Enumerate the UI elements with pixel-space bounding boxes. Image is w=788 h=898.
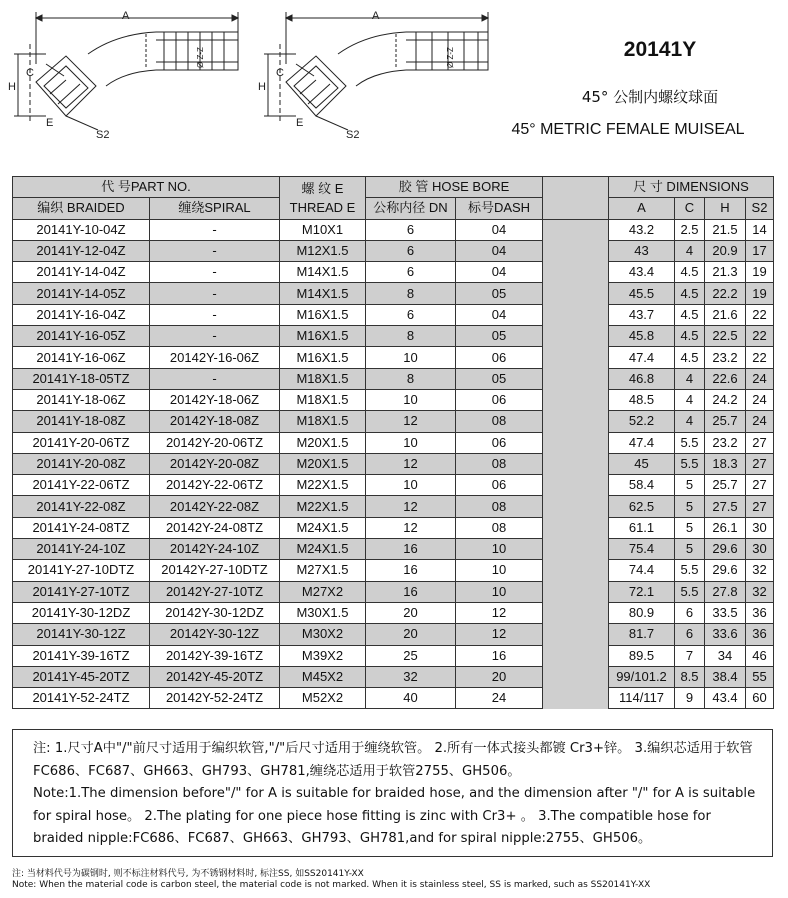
cell-a: 47.4 <box>609 347 675 368</box>
cell-thread: M24X1.5 <box>280 539 366 560</box>
table-row <box>13 688 774 709</box>
cell-a: 114/117 <box>609 688 675 709</box>
cell-thread: M45X2 <box>280 666 366 687</box>
cell-dn: 12 <box>366 496 456 517</box>
cell-dn: 8 <box>366 368 456 389</box>
cell-thread: M20X1.5 <box>280 432 366 453</box>
cell-thread: M16X1.5 <box>280 347 366 368</box>
cell-spiral: - <box>150 368 280 389</box>
cell-dn: 12 <box>366 453 456 474</box>
cell-c: 5.5 <box>675 581 705 602</box>
cell-dash: 16 <box>456 645 543 666</box>
cell-spacer <box>543 539 609 560</box>
cell-dash: 05 <box>456 326 543 347</box>
cell-thread: M10X1 <box>280 219 366 240</box>
cell-a: 43.2 <box>609 219 675 240</box>
cell-braided: 20141Y-18-08Z <box>13 411 150 432</box>
dim-e-label: E <box>46 117 54 129</box>
header-dn: 公称内径 DN <box>366 198 456 219</box>
cell-spiral: 20142Y-27-10TZ <box>150 581 280 602</box>
cell-dn: 16 <box>366 560 456 581</box>
notes-box <box>12 729 773 857</box>
cell-spiral: - <box>150 304 280 325</box>
subtitle-english: 45° METRIC FEMALE MUISEAL <box>511 121 745 138</box>
cell-braided: 20141Y-16-04Z <box>13 304 150 325</box>
dim-a-label: A <box>372 10 380 22</box>
cell-dn: 10 <box>366 475 456 496</box>
cell-spacer <box>543 666 609 687</box>
cell-h: 21.6 <box>705 304 746 325</box>
cell-spacer <box>543 624 609 645</box>
cell-a: 74.4 <box>609 560 675 581</box>
cell-braided: 20141Y-16-06Z <box>13 347 150 368</box>
cell-thread: M24X1.5 <box>280 517 366 538</box>
cell-braided: 20141Y-27-10TZ <box>13 581 150 602</box>
cell-dn: 20 <box>366 624 456 645</box>
cell-spiral: 20142Y-45-20TZ <box>150 666 280 687</box>
cell-s2: 30 <box>746 539 774 560</box>
table-row <box>13 475 774 496</box>
cell-c: 5.5 <box>675 453 705 474</box>
cell-braided: 20141Y-22-08Z <box>13 496 150 517</box>
cell-dn: 16 <box>366 581 456 602</box>
cell-c: 5 <box>675 539 705 560</box>
cell-braided: 20141Y-24-08TZ <box>13 517 150 538</box>
cell-dash: 06 <box>456 389 543 410</box>
cell-spacer <box>543 581 609 602</box>
cell-thread: M14X1.5 <box>280 283 366 304</box>
cell-spiral: 20142Y-16-06Z <box>150 347 280 368</box>
cell-thread: M30X2 <box>280 624 366 645</box>
cell-h: 23.2 <box>705 432 746 453</box>
cell-h: 22.6 <box>705 368 746 389</box>
cell-dn: 12 <box>366 517 456 538</box>
cell-dn: 6 <box>366 219 456 240</box>
cell-dn: 8 <box>366 326 456 347</box>
cell-dash: 08 <box>456 496 543 517</box>
cell-braided: 20141Y-20-06TZ <box>13 432 150 453</box>
cell-spiral: 20142Y-30-12DZ <box>150 602 280 623</box>
table-row <box>13 453 774 474</box>
cell-dn: 16 <box>366 539 456 560</box>
cell-a: 75.4 <box>609 539 675 560</box>
cell-dash: 12 <box>456 624 543 645</box>
cell-dash: 04 <box>456 240 543 261</box>
cell-a: 47.4 <box>609 432 675 453</box>
cell-braided: 20141Y-12-04Z <box>13 240 150 261</box>
cell-braided: 20141Y-14-05Z <box>13 283 150 304</box>
cell-dn: 25 <box>366 645 456 666</box>
cell-s2: 22 <box>746 304 774 325</box>
cell-thread: M16X1.5 <box>280 304 366 325</box>
cell-c: 6 <box>675 624 705 645</box>
cell-spacer <box>543 219 609 240</box>
cell-s2: 46 <box>746 645 774 666</box>
cell-c: 6 <box>675 602 705 623</box>
cell-dn: 12 <box>366 411 456 432</box>
cell-c: 2.5 <box>675 219 705 240</box>
cell-c: 4.5 <box>675 326 705 347</box>
header-thread <box>280 177 366 220</box>
cell-a: 48.5 <box>609 389 675 410</box>
cell-thread: M18X1.5 <box>280 389 366 410</box>
cell-dash: 04 <box>456 304 543 325</box>
cell-dash: 10 <box>456 539 543 560</box>
cell-dn: 6 <box>366 262 456 283</box>
cell-spiral: 20142Y-27-10DTZ <box>150 560 280 581</box>
cell-braided: 20141Y-10-04Z <box>13 219 150 240</box>
cell-dash: 24 <box>456 688 543 709</box>
cell-s2: 60 <box>746 688 774 709</box>
cell-s2: 27 <box>746 475 774 496</box>
cell-spiral: 20142Y-24-10Z <box>150 539 280 560</box>
cell-thread: M22X1.5 <box>280 496 366 517</box>
cell-h: 43.4 <box>705 688 746 709</box>
cell-braided: 20141Y-20-08Z <box>13 453 150 474</box>
cell-dn: 32 <box>366 666 456 687</box>
cell-dash: 08 <box>456 411 543 432</box>
cell-h: 33.6 <box>705 624 746 645</box>
header-thread-en: THREAD E <box>289 199 356 215</box>
cell-spacer <box>543 453 609 474</box>
cell-s2: 32 <box>746 560 774 581</box>
dim-a-label: A <box>122 10 130 22</box>
cell-braided: 20141Y-16-05Z <box>13 326 150 347</box>
cell-dash: 06 <box>456 432 543 453</box>
cell-spiral: 20142Y-39-16TZ <box>150 645 280 666</box>
cell-spiral: - <box>150 240 280 261</box>
cell-s2: 22 <box>746 347 774 368</box>
cell-dash: 08 <box>456 453 543 474</box>
table-row <box>13 240 774 261</box>
cell-dn: 20 <box>366 602 456 623</box>
cell-c: 5 <box>675 475 705 496</box>
cell-a: 89.5 <box>609 645 675 666</box>
cell-dash: 05 <box>456 368 543 389</box>
cell-spacer <box>543 475 609 496</box>
table-row <box>13 645 774 666</box>
cell-h: 29.6 <box>705 560 746 581</box>
table-row <box>13 539 774 560</box>
cell-spiral: 20142Y-30-12Z <box>150 624 280 645</box>
svg-text:S2: S2 <box>346 129 360 141</box>
svg-text:S2: S2 <box>96 129 110 141</box>
table-row <box>13 304 774 325</box>
table-row <box>13 496 774 517</box>
cell-h: 21.3 <box>705 262 746 283</box>
cell-s2: 30 <box>746 517 774 538</box>
cell-s2: 19 <box>746 262 774 283</box>
product-code-title: 20141Y <box>623 38 697 61</box>
header-part-no: 代 号PART NO. <box>13 177 280 198</box>
cell-dn: 6 <box>366 304 456 325</box>
cell-h: 20.9 <box>705 240 746 261</box>
cell-braided: 20141Y-18-05TZ <box>13 368 150 389</box>
cell-dash: 06 <box>456 347 543 368</box>
cell-thread: M30X1.5 <box>280 602 366 623</box>
cell-c: 5 <box>675 496 705 517</box>
header-braided: 编织 BRAIDED <box>13 198 150 219</box>
cell-s2: 24 <box>746 411 774 432</box>
cell-braided: 20141Y-22-06TZ <box>13 475 150 496</box>
cell-c: 4 <box>675 411 705 432</box>
cell-a: 80.9 <box>609 602 675 623</box>
cell-dn: 10 <box>366 347 456 368</box>
cell-spiral: - <box>150 326 280 347</box>
cell-c: 4.5 <box>675 283 705 304</box>
cell-h: 27.8 <box>705 581 746 602</box>
cell-c: 4 <box>675 240 705 261</box>
table-row <box>13 517 774 538</box>
cell-c: 4.5 <box>675 347 705 368</box>
header-thread-cn: 螺 纹 E <box>301 180 344 196</box>
cell-spiral: 20142Y-22-06TZ <box>150 475 280 496</box>
cell-dn: 6 <box>366 240 456 261</box>
cell-s2: 22 <box>746 326 774 347</box>
cell-h: 33.5 <box>705 602 746 623</box>
cell-h: 27.5 <box>705 496 746 517</box>
table-row <box>13 602 774 623</box>
cell-h: 23.2 <box>705 347 746 368</box>
cell-braided: 20141Y-39-16TZ <box>13 645 150 666</box>
cell-h: 25.7 <box>705 411 746 432</box>
cell-h: 26.1 <box>705 517 746 538</box>
footer-note-english: Note: When the material code is carbon steel, the material code is not marked. When it is stainless steel, SS is marked, such as SS20141Y-XX <box>12 880 651 890</box>
cell-spacer <box>543 389 609 410</box>
cell-spacer <box>543 283 609 304</box>
cell-s2: 24 <box>746 389 774 410</box>
cell-thread: M39X2 <box>280 645 366 666</box>
cell-spiral: 20142Y-52-24TZ <box>150 688 280 709</box>
cell-c: 4.5 <box>675 304 705 325</box>
cell-braided: 20141Y-52-24TZ <box>13 688 150 709</box>
cell-spacer <box>543 240 609 261</box>
table-row <box>13 666 774 687</box>
cell-h: 22.5 <box>705 326 746 347</box>
cell-braided: 20141Y-45-20TZ <box>13 666 150 687</box>
cell-spacer <box>543 411 609 432</box>
table-row <box>13 283 774 304</box>
cell-s2: 36 <box>746 602 774 623</box>
cell-dash: 04 <box>456 262 543 283</box>
cell-dash: 12 <box>456 602 543 623</box>
cell-c: 4 <box>675 368 705 389</box>
spec-table-body <box>13 219 774 709</box>
cell-thread: M18X1.5 <box>280 411 366 432</box>
cell-thread: M12X1.5 <box>280 240 366 261</box>
header-spiral: 缠绕SPIRAL <box>150 198 280 219</box>
cell-a: 52.2 <box>609 411 675 432</box>
cell-a: 72.1 <box>609 581 675 602</box>
cell-spacer <box>543 496 609 517</box>
table-row <box>13 624 774 645</box>
cell-thread: M20X1.5 <box>280 453 366 474</box>
cell-spacer <box>543 326 609 347</box>
spec-table <box>12 176 774 709</box>
table-row <box>13 219 774 240</box>
cell-thread: M18X1.5 <box>280 368 366 389</box>
cell-thread: M52X2 <box>280 688 366 709</box>
cell-dash: 05 <box>456 283 543 304</box>
cell-c: 4 <box>675 389 705 410</box>
cell-a: 58.4 <box>609 475 675 496</box>
cell-dn: 10 <box>366 389 456 410</box>
cell-h: 18.3 <box>705 453 746 474</box>
cell-a: 61.1 <box>609 517 675 538</box>
cell-h: 29.6 <box>705 539 746 560</box>
cell-s2: 24 <box>746 368 774 389</box>
cell-a: 43 <box>609 240 675 261</box>
cell-thread: M27X2 <box>280 581 366 602</box>
cell-spiral: 20142Y-24-08TZ <box>150 517 280 538</box>
cell-h: 34 <box>705 645 746 666</box>
cell-spacer <box>543 368 609 389</box>
header-dimensions: 尺 寸 DIMENSIONS <box>609 177 774 198</box>
cell-dash: 10 <box>456 560 543 581</box>
cell-dash: 10 <box>456 581 543 602</box>
cell-braided: 20141Y-27-10DTZ <box>13 560 150 581</box>
table-row <box>13 347 774 368</box>
cell-braided: 20141Y-30-12Z <box>13 624 150 645</box>
cell-c: 9 <box>675 688 705 709</box>
cell-s2: 32 <box>746 581 774 602</box>
cell-a: 45.5 <box>609 283 675 304</box>
header-s2: S2 <box>746 198 774 219</box>
header-c: C <box>675 198 705 219</box>
cell-dash: 08 <box>456 517 543 538</box>
cell-spiral: 20142Y-22-08Z <box>150 496 280 517</box>
cell-a: 99/101.2 <box>609 666 675 687</box>
cell-dn: 8 <box>366 283 456 304</box>
cell-spacer <box>543 304 609 325</box>
cell-thread: M14X1.5 <box>280 262 366 283</box>
subtitle-chinese: 45° 公制内螺纹球面 <box>581 88 719 106</box>
header-h: H <box>705 198 746 219</box>
footer-note-chinese: 注: 当材料代号为碳钢时, 则不标注材料代号, 为不锈钢材料时, 标注SS, 如SS20141Y-XX <box>12 869 364 879</box>
table-row <box>13 389 774 410</box>
cell-a: 43.7 <box>609 304 675 325</box>
dim-h-label: H <box>258 81 266 93</box>
table-row <box>13 368 774 389</box>
notes-chinese: 注: 1.尺寸A中"/"前尺寸适用于编织软管,"/"后尺寸适用于缠绕软管。 2.所有一体式接头都镀 Cr3+锌。 3.编织芯适用于软管FC686、FC687、GH663、GH793、GH781,缠绕芯适用于软管2755、GH506。 <box>33 741 753 779</box>
cell-s2: 14 <box>746 219 774 240</box>
table-row <box>13 560 774 581</box>
fitting-drawings <box>6 4 506 154</box>
cell-dash: 06 <box>456 475 543 496</box>
cell-spacer <box>543 517 609 538</box>
cell-dn: 10 <box>366 432 456 453</box>
cell-spacer <box>543 560 609 581</box>
cell-thread: M22X1.5 <box>280 475 366 496</box>
cell-dash: 20 <box>456 666 543 687</box>
cell-thread: M27X1.5 <box>280 560 366 581</box>
notes-english: Note:1.The dimension before"/" for A is suitable for braided hose, and the dimension after "/" for A is suitable for spiral hose。 2.The plating for one piece hose fitting is zinc with Cr3+ 。 3.The compatible hose for braided nipple:FC686、FC687、GH663、GH793、GH781,and for spiral nipple:2755、GH506。 <box>33 786 756 846</box>
cell-spacer <box>543 688 609 709</box>
cell-spiral: 20142Y-20-08Z <box>150 453 280 474</box>
cell-a: 81.7 <box>609 624 675 645</box>
cell-braided: 20141Y-18-06Z <box>13 389 150 410</box>
cell-thread: M16X1.5 <box>280 326 366 347</box>
cell-dn: 40 <box>366 688 456 709</box>
cell-braided: 20141Y-24-10Z <box>13 539 150 560</box>
cell-s2: 36 <box>746 624 774 645</box>
table-row <box>13 262 774 283</box>
cell-h: 21.5 <box>705 219 746 240</box>
cell-s2: 27 <box>746 453 774 474</box>
cell-spiral: 20142Y-20-06TZ <box>150 432 280 453</box>
cell-h: 24.2 <box>705 389 746 410</box>
cell-s2: 17 <box>746 240 774 261</box>
cell-s2: 27 <box>746 496 774 517</box>
dim-h-label: H <box>8 81 16 93</box>
cell-braided: 20141Y-14-04Z <box>13 262 150 283</box>
cell-c: 7 <box>675 645 705 666</box>
cell-s2: 27 <box>746 432 774 453</box>
thread-label: Ø Z-Z <box>196 47 205 68</box>
cell-h: 38.4 <box>705 666 746 687</box>
cell-a: 45.8 <box>609 326 675 347</box>
header-spacer <box>543 177 609 220</box>
cell-spacer <box>543 645 609 666</box>
cell-s2: 19 <box>746 283 774 304</box>
cell-c: 8.5 <box>675 666 705 687</box>
thread-label: Ø Z-Z <box>446 47 455 68</box>
cell-braided: 20141Y-30-12DZ <box>13 602 150 623</box>
cell-spiral: 20142Y-18-08Z <box>150 411 280 432</box>
cell-spiral: - <box>150 262 280 283</box>
cell-s2: 55 <box>746 666 774 687</box>
cell-spacer <box>543 432 609 453</box>
table-row <box>13 432 774 453</box>
header-a: A <box>609 198 675 219</box>
cell-a: 45 <box>609 453 675 474</box>
table-row <box>13 411 774 432</box>
cell-h: 25.7 <box>705 475 746 496</box>
cell-c: 5.5 <box>675 432 705 453</box>
cell-spacer <box>543 262 609 283</box>
cell-spacer <box>543 602 609 623</box>
dim-c-label: C <box>26 67 34 79</box>
cell-dash: 04 <box>456 219 543 240</box>
cell-spiral: - <box>150 219 280 240</box>
cell-h: 22.2 <box>705 283 746 304</box>
cell-a: 62.5 <box>609 496 675 517</box>
dim-c-label: C <box>276 67 284 79</box>
cell-spacer <box>543 347 609 368</box>
cell-spiral: - <box>150 283 280 304</box>
table-row <box>13 581 774 602</box>
cell-c: 4.5 <box>675 262 705 283</box>
cell-spiral: 20142Y-18-06Z <box>150 389 280 410</box>
cell-c: 5.5 <box>675 560 705 581</box>
cell-c: 5 <box>675 517 705 538</box>
header-dash: 标号DASH <box>456 198 543 219</box>
cell-a: 43.4 <box>609 262 675 283</box>
table-row <box>13 326 774 347</box>
header-hose-bore: 胶 管 HOSE BORE <box>366 177 543 198</box>
dim-e-label: E <box>296 117 304 129</box>
cell-a: 46.8 <box>609 368 675 389</box>
